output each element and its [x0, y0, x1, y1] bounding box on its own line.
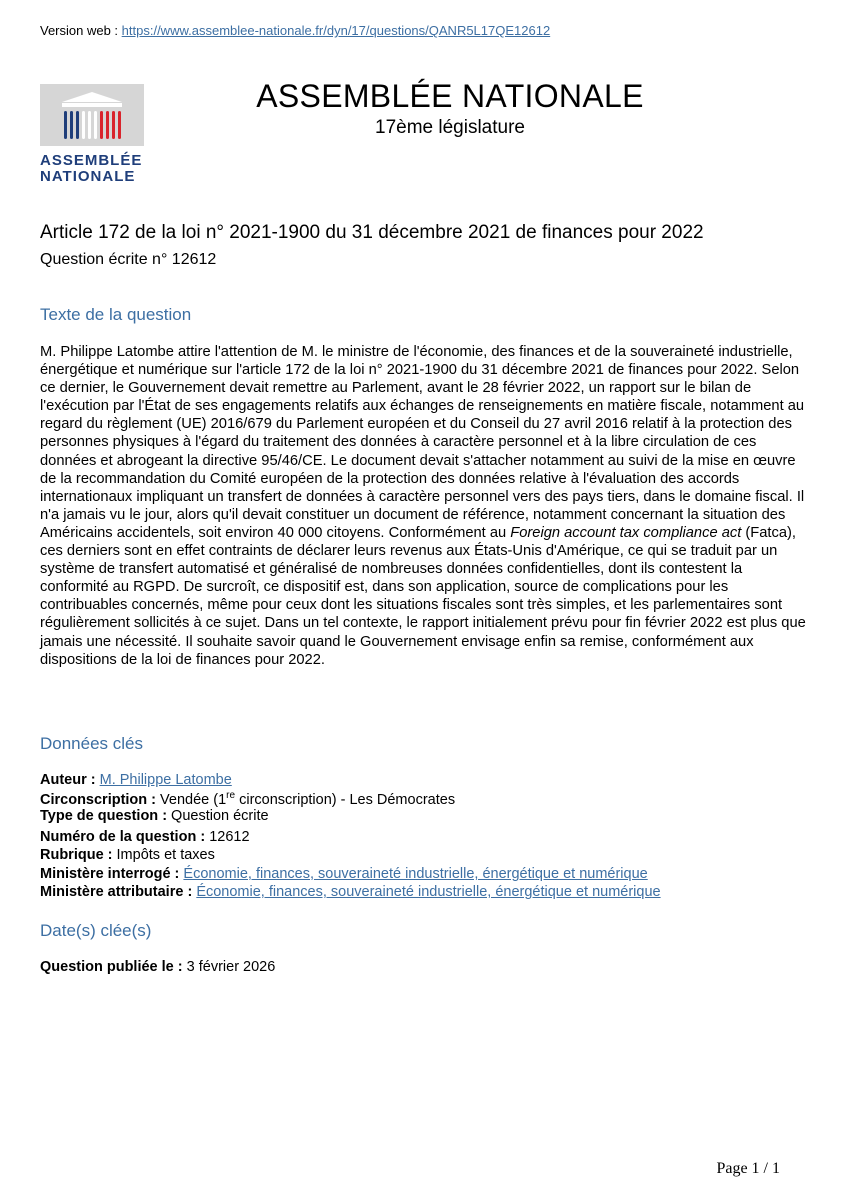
document-title: Article 172 de la loi n° 2021-1900 du 31 décembre 2021 de finances pour 2022 [40, 222, 704, 243]
published-date-row: Question publiée le : 3 février 2026 [40, 959, 276, 975]
web-version-label: Version web : [40, 23, 122, 38]
question-number-row: Numéro de la question : 12612 [40, 829, 250, 845]
question-section-heading: Texte de la question [40, 305, 192, 324]
question-type-row: Type de question : Question écrite [40, 808, 269, 824]
ministere-interroge-row: Ministère interrogé : Économie, finances, souveraineté industrielle, énergétique et numérique [40, 866, 648, 882]
author-row: Auteur : M. Philippe Latombe [40, 772, 232, 788]
legislature-subtitle: 17ème législature [375, 117, 525, 138]
web-version-line [40, 23, 550, 38]
ministere-attributaire-link[interactable]: Économie, finances, souveraineté industrielle, énergétique et numérique [196, 884, 661, 900]
circonscription-row: Circonscription : Vendée (1re circonscription) - Les Démocrates [40, 790, 456, 808]
ministere-attributaire-row: Ministère attributaire : Économie, finances, souveraineté industrielle, énergétique et numérique [40, 884, 661, 900]
logo-wordmark: ASSEMBLÉE NATIONALE [40, 152, 143, 185]
web-version-link[interactable]: https://www.assemblee-nationale.fr/dyn/17/questions/QANR5L17QE12612 [121, 23, 551, 38]
question-body: M. Philippe Latombe attire l'attention de M. le ministre de l'économie, des finances et de la souveraineté industrielle, énergétique et numérique sur l'article 172 de la loi n° 2021-1900 du 31 décembre 2021 de finances pour 2022. Selon ce dernier, le Gouvernement devait remettre au Parlement, avant le 28 février 2022, un rapport sur le bilan de l'exécution par l'État de ses engagements relatifs aux échanges de renseignements en matière fiscale, notamment au regard du règlement (UE) 2016/679 du Parlement européen et du Conseil du 27 avril 2016 relatif à la protection des personnes physiques à l'égard du traitement des données à caractère personnel et à la libre circulation de ces données et abrogeant la directive 95/46/CE. Le document devait s'attacher notamment au suivi de la mise en œuvre de la recommandation du Comité européen de la protection des données relative à l'évaluation des accords internationaux impliquant un transfert de données à caractère personnel vers des pays tiers, dans le domaine fiscal. Il n'a jamais vu le jour, alors qu'il devait constituer un document de référence, notamment concernant la situation des Américains accidentels, soit environ 40 000 citoyens. Conformément au Foreign account tax compliance act (Fatca), ces derniers sont en effet contraints de déclarer leurs revenus aux États-Unis d'Amérique, ce qui se traduit par un système de transfert automatisé et généralisé de nombreuses données confidentielles, dont ils contestent la conformité au RGPD. De surcroît, ce dispositif est, dans son application, source de complications pour les contribuables concernés, même pour ceux dont les situations fiscales sont très simples, et les parlementaires sont régulièrement sollicités à ce sujet. Dans un tel contexte, le rapport initialement prévu pour fin février 2022 est plus que jamais une nécessité. Il souhaite savoir quand le Gouvernement envisage enfin sa remise, conformément aux dispositions de la loi de finances pour 2022. [40, 344, 806, 668]
page-header-title [140, 78, 760, 139]
author-link[interactable]: M. Philippe Latombe [99, 772, 232, 788]
dates-heading: Date(s) clée(s) [40, 921, 152, 940]
ministere-interroge-link[interactable]: Économie, finances, souveraineté industrielle, énergétique et numérique [183, 866, 648, 882]
hemicycle-icon [40, 84, 144, 146]
fatca-italic: Foreign account tax compliance act [510, 524, 742, 541]
assemblee-logo [40, 84, 150, 185]
rubrique-row: Rubrique : Impôts et taxes [40, 847, 215, 863]
page-number: Page 1 / 1 [716, 1160, 780, 1177]
question-number: Question écrite n° 12612 [40, 251, 217, 268]
key-data-heading: Données clés [40, 734, 144, 753]
institution-title: ASSEMBLÉE NATIONALE [256, 78, 644, 114]
